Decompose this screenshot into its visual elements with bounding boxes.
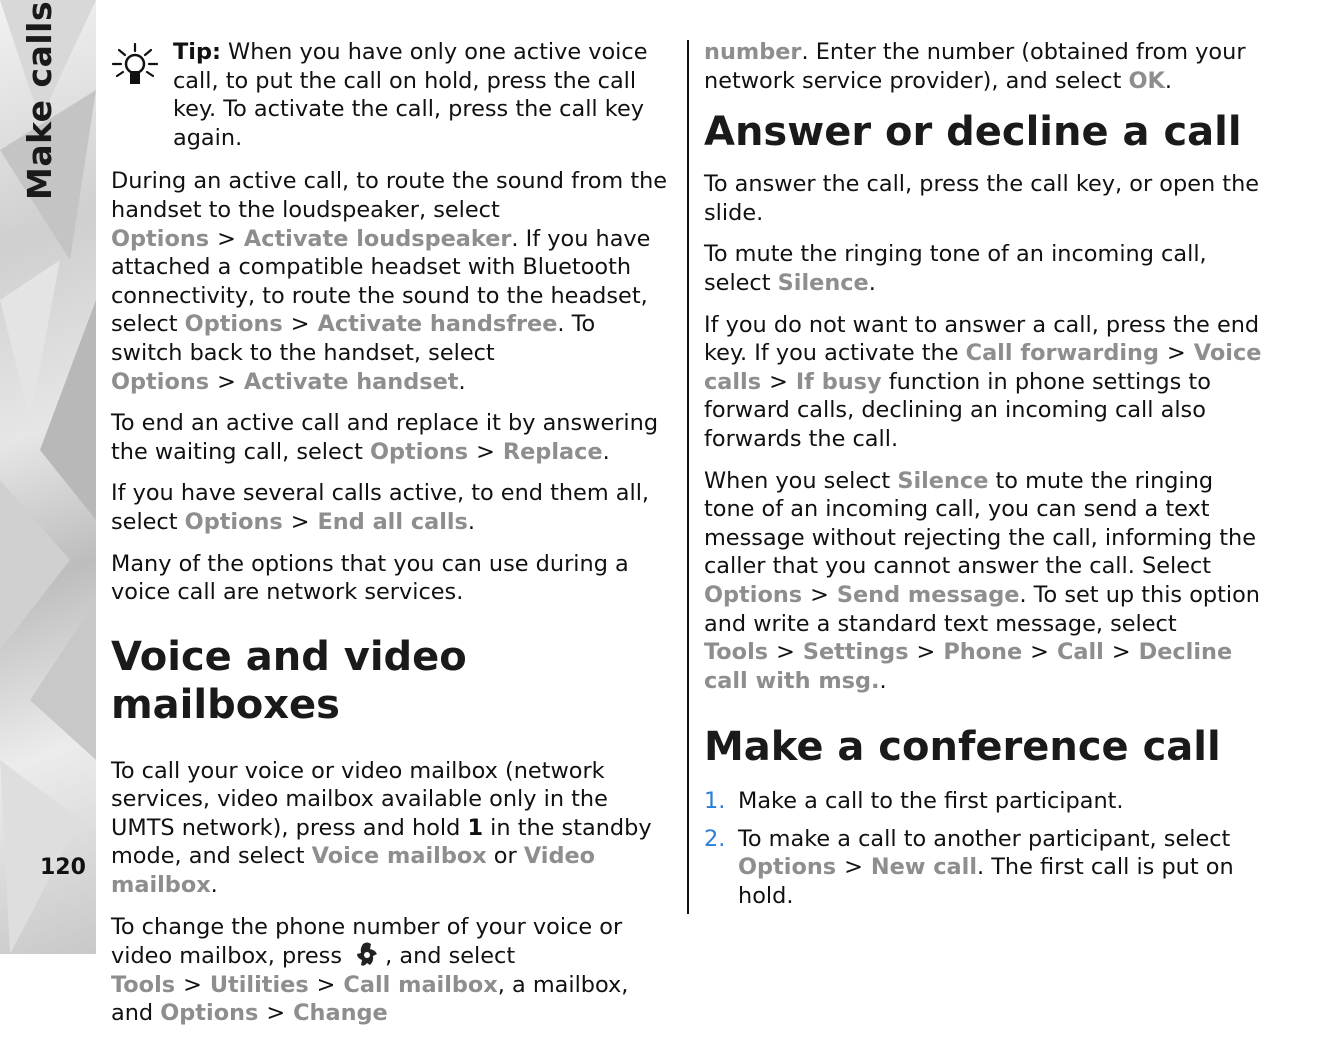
option-text: Tools: [111, 971, 176, 998]
option-text: Settings: [802, 639, 909, 666]
paragraph-route-sound: During an active call, to route the sound from the handset to the loudspeaker, select Options > Activate loudspeaker. If you have attached a compatible headset with Bluetooth connectivity, to route the sound to the headset, select Options > Activate handsfree. To switch back to the handset, select Options > Activate handset.: [111, 168, 668, 395]
step-number: 1.: [704, 788, 726, 815]
option-text: Call mailbox: [343, 971, 498, 998]
option-text: End all calls: [317, 508, 468, 535]
option-text: Activate handsfree: [317, 311, 558, 338]
option-text: Call: [1056, 639, 1104, 666]
option-text: Options: [111, 225, 210, 252]
option-text: Change: [293, 1000, 388, 1027]
option-text: Options: [738, 854, 837, 881]
option-text: If busy: [795, 368, 882, 395]
option-text: Voice mailbox: [311, 843, 487, 870]
step-number: 2.: [704, 825, 726, 852]
paragraph-replace-call: To end an active call and replace it by answering the waiting call, select Options > Replace.: [111, 410, 659, 465]
option-text: New call: [870, 854, 977, 881]
option-text: Options: [184, 508, 283, 535]
option-text: Options: [160, 1000, 259, 1027]
option-text: Activate handset: [243, 368, 459, 395]
paragraph-end-all: If you have several calls active, to end them all, select Options > End all calls.: [111, 480, 650, 535]
key-label: 1: [467, 814, 484, 841]
option-text: Options: [704, 581, 803, 608]
lightbulb-icon: [111, 38, 173, 90]
option-text: Replace: [502, 438, 603, 465]
option-text: Options: [111, 368, 210, 395]
left-column: [111, 38, 673, 1041]
tip-text: Tip: When you have only one active voice call, to put the call on hold, press the call key. To activate the call, press the call key again.: [173, 39, 648, 151]
option-text: Video mailbox: [111, 843, 596, 899]
conference-steps: [704, 787, 1270, 910]
menu-key-icon: [353, 941, 381, 967]
option-text: Decline call with msg.: [704, 639, 1233, 694]
heading-answer-decline: Answer or decline a call: [704, 109, 1242, 156]
paragraph-call-mailbox: To call your voice or video mailbox (network services, video mailbox available only in the UMTS network), press and hold 1 in the standby mode, and select Voice mailbox or Video mailbox.: [111, 757, 652, 899]
option-text: Silence: [777, 269, 869, 296]
option-text: Phone: [943, 639, 1023, 666]
paragraph-send-message: When you select Silence to mute the ringing tone of an incoming call, you can send a text message without rejecting the call, informing the caller that you cannot answer the call. Select Options > Send message. To set up this option and write a standard text message, select Tools > Settings > Phone > Call > Decline call with msg..: [704, 467, 1260, 694]
paragraph-decline: If you do not want to answer a call, press the end key. If you activate the Call forwarding > Voice calls > If busy function in phone settings to forward calls, declining an incoming call also forwards the call.: [704, 311, 1262, 452]
paragraph-change-number: To change the phone number of your voice or video mailbox, press , and select Tools > Utilities > Call mailbox, a mailbox, and Options > Change: [111, 913, 629, 1027]
section-title: Make calls: [20, 0, 59, 200]
column-divider: [687, 40, 689, 914]
option-text: Options: [370, 438, 469, 465]
tip: [111, 38, 673, 152]
option-text: number: [704, 39, 802, 65]
page-number: 120: [40, 855, 86, 880]
paragraph-answer: To answer the call, press the call key, or open the slide.: [704, 171, 1260, 226]
option-text: Utilities: [209, 971, 309, 998]
option-text: OK: [1128, 67, 1165, 94]
option-text: Voice calls: [704, 340, 1262, 395]
option-text: Options: [184, 311, 283, 338]
option-text: Activate loudspeaker: [243, 225, 512, 252]
right-column: [704, 38, 1270, 920]
option-text: Call forwarding: [965, 340, 1160, 367]
option-text: Tools: [704, 639, 769, 666]
heading-voice-mailboxes: Voice and video mailboxes: [111, 633, 467, 728]
tip-label: Tip:: [173, 39, 221, 65]
list-item: 2. To make a call to another participant, select Options > New call. The first call is put on hold.: [704, 825, 1234, 910]
heading-conference-call: Make a conference call: [704, 724, 1221, 771]
paragraph-change-number-cont: number. Enter the number (obtained from your network service provider), and select OK.: [704, 39, 1246, 94]
option-text: Send message: [836, 581, 1020, 608]
paragraph-network-services: Many of the options that you can use during a voice call are network services.: [111, 550, 629, 606]
option-text: Silence: [897, 467, 989, 494]
side-band: [0, 0, 96, 954]
list-item: 1. Make a call to the first participant.: [704, 788, 1124, 815]
paragraph-mute: To mute the ringing tone of an incoming call, select Silence.: [704, 241, 1207, 296]
